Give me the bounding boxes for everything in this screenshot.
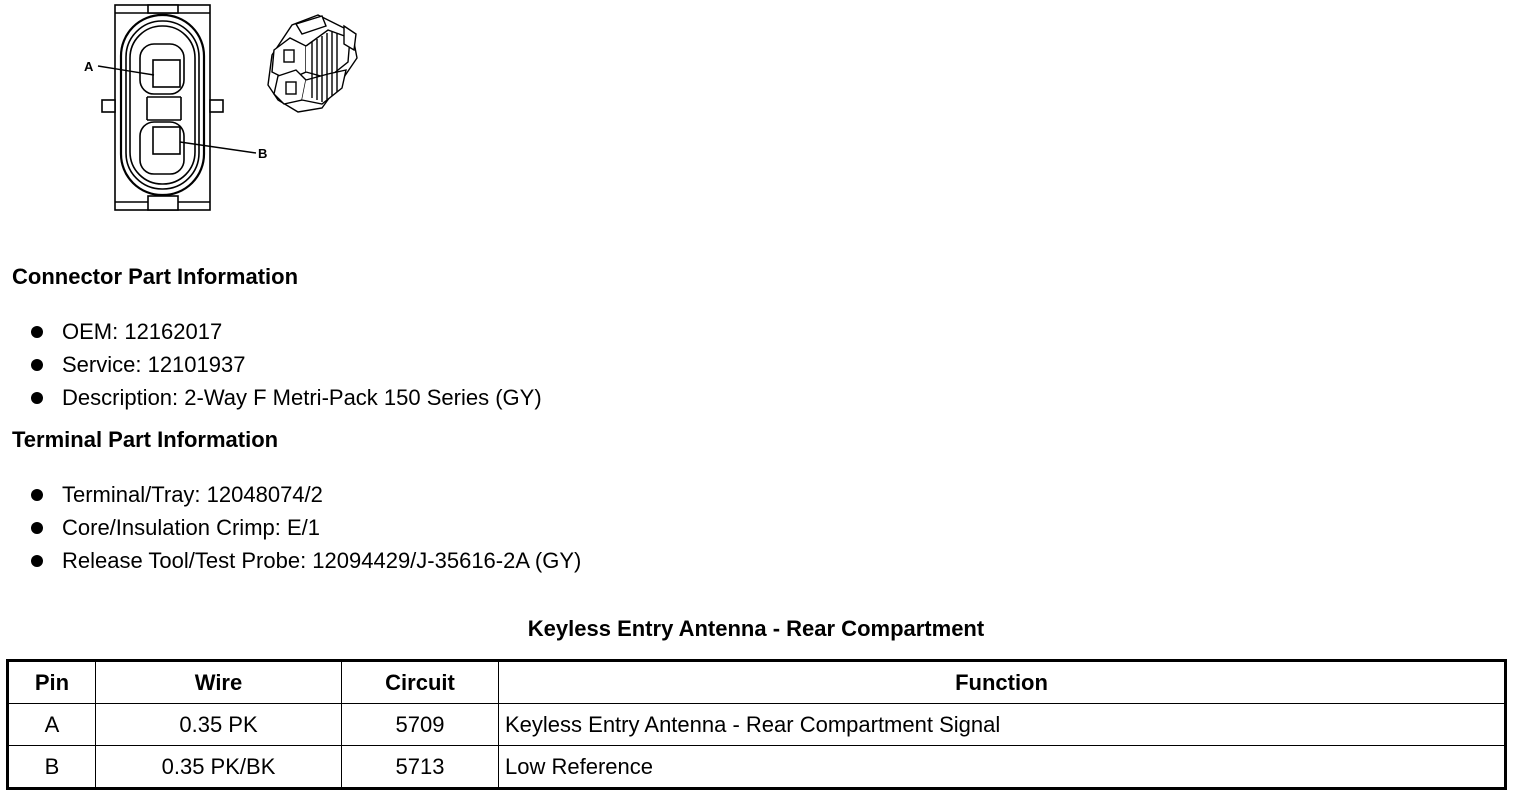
cell-pin: A [8, 704, 96, 746]
column-header-wire: Wire [96, 661, 342, 704]
column-header-circuit: Circuit [342, 661, 499, 704]
list-item-text: Release Tool/Test Probe: 12094429/J-35616-2A (GY) [62, 548, 582, 573]
bullet-icon [31, 326, 43, 338]
column-header-function: Function [499, 661, 1506, 704]
terminal-info-list [26, 478, 581, 577]
list-item-text: Service: 12101937 [62, 352, 246, 377]
table-row [8, 704, 1506, 746]
list-item [26, 478, 581, 511]
list-item [26, 381, 542, 414]
cell-function: Low Reference [499, 746, 1506, 789]
bullet-icon [31, 555, 43, 567]
connector-info-list [26, 315, 542, 414]
cell-function: Keyless Entry Antenna - Rear Compartment Signal [499, 704, 1506, 746]
list-item [26, 511, 581, 544]
list-item [26, 544, 581, 577]
cell-circuit: 5713 [342, 746, 499, 789]
list-item [26, 348, 542, 381]
cell-wire: 0.35 PK/BK [96, 746, 342, 789]
connector-info-heading: Connector Part Information [12, 264, 299, 289]
bullet-icon [31, 522, 43, 534]
list-item-text: OEM: 12162017 [62, 319, 223, 344]
list-item [26, 315, 542, 348]
table-title: Keyless Entry Antenna - Rear Compartment [527, 616, 985, 641]
terminal-info-heading: Terminal Part Information [12, 427, 279, 452]
pinout-table [6, 659, 1507, 790]
list-item-text: Description: 2-Way F Metri-Pack 150 Series (GY) [62, 385, 542, 410]
list-item-text: Core/Insulation Crimp: E/1 [62, 515, 320, 540]
list-item-text: Terminal/Tray: 12048074/2 [62, 482, 323, 507]
pin-b-callout: B [258, 146, 268, 161]
cell-pin: B [8, 746, 96, 789]
table-row [8, 746, 1506, 789]
cell-circuit: 5709 [342, 704, 499, 746]
cell-wire: 0.35 PK [96, 704, 342, 746]
connector-front-view [102, 5, 223, 210]
bullet-icon [31, 489, 43, 501]
connector-isometric-view [268, 15, 357, 112]
column-header-pin: Pin [8, 661, 96, 704]
bullet-icon [31, 359, 43, 371]
connector-diagram [60, 0, 380, 220]
bullet-icon [31, 392, 43, 404]
table-header-row [8, 661, 1506, 704]
pin-a-callout: A [84, 59, 94, 74]
